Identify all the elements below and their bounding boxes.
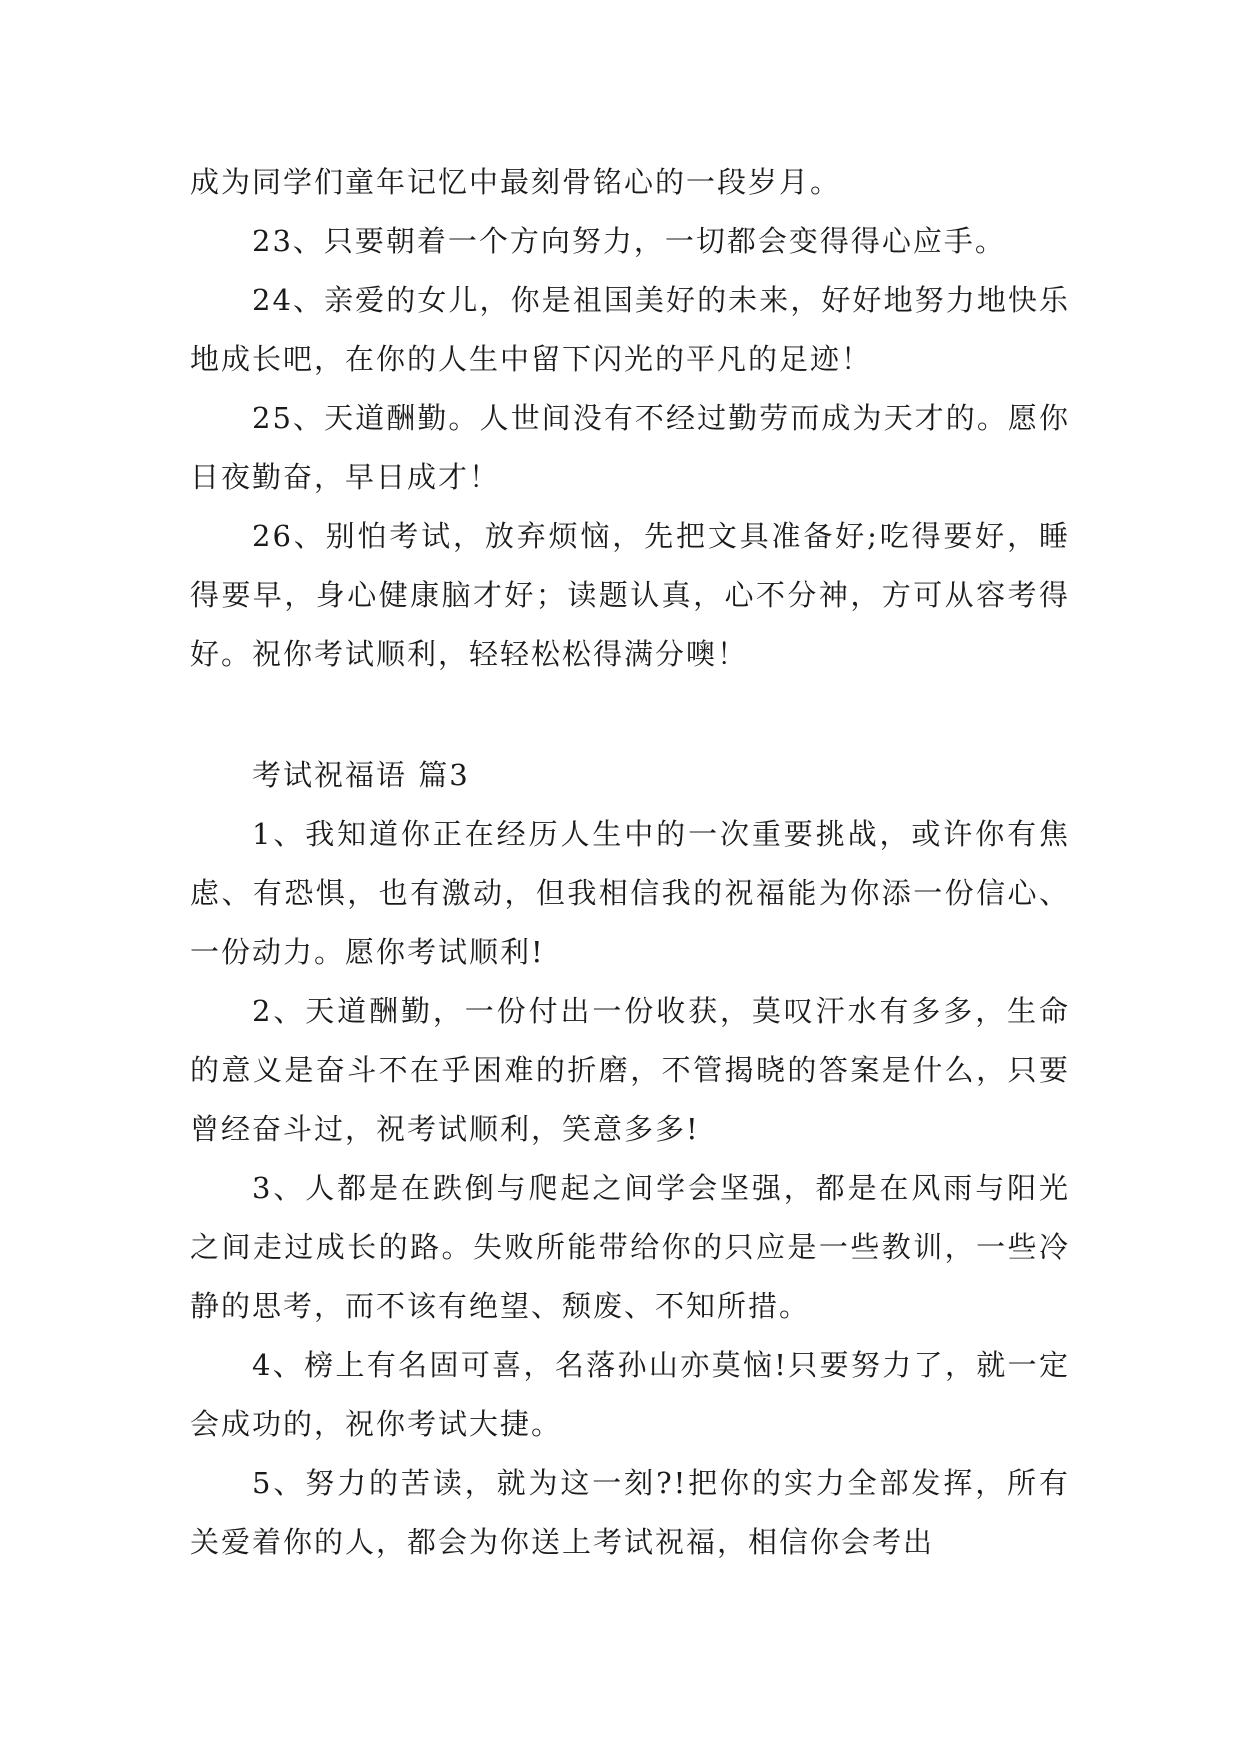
paragraph-continuation: 成为同学们童年记忆中最刻骨铭心的一段岁月。: [190, 165, 842, 199]
paragraph-item-25: 25、天道酬勤。人世间没有不经过勤劳而成为天才的。愿你日夜勤奋，早日成才！: [190, 401, 1070, 494]
paragraph-item-2: 2、天道酬勤，一份付出一份收获，莫叹汗水有多多，生命的意义是奋斗不在乎困难的折磨，不管揭晓的答案是什么，只要曾经奋斗过，祝考试顺利，笑意多多!: [190, 994, 1070, 1146]
paragraph-item-1: 1、我知道你正在经历人生中的一次重要挑战，或许你有焦虑、有恐惧，也有激动，但我相信我的祝福能为你添一份信心、一份动力。愿你考试顺利!: [190, 817, 1070, 969]
paragraph-item-23: 23、只要朝着一个方向努力，一切都会变得得心应手。: [252, 224, 1006, 258]
paragraph-item-24: 24、亲爱的女儿，你是祖国美好的未来，好好地努力地快乐地成长吧，在你的人生中留下闪光的平凡的足迹！: [190, 283, 1070, 376]
document-body: [190, 153, 1070, 1572]
paragraph-item-5: 5、努力的苦读，就为这一刻?!把你的实力全部发挥，所有关爱着你的人，都会为你送上考试祝福，相信你会考出: [190, 1466, 1070, 1559]
paragraph-item-3: 3、人都是在跌倒与爬起之间学会坚强，都是在风雨与阳光之间走过成长的路。失败所能带给你的只应是一些教训，一些冷静的思考，而不该有绝望、颓废、不知所措。: [190, 1171, 1070, 1323]
paragraph-item-4: 4、榜上有名固可喜，名落孙山亦莫恼!只要努力了，就一定会成功的，祝你考试大捷。: [190, 1348, 1070, 1441]
section-heading: 考试祝福语 篇3: [252, 758, 470, 792]
paragraph-item-26: 26、别怕考试，放弃烦恼，先把文具准备好;吃得要好，睡得要早，身心健康脑才好；读题认真，心不分神，方可从容考得好。祝你考试顺利，轻轻松松得满分噢！: [190, 519, 1070, 671]
section-spacer: [190, 684, 1070, 746]
